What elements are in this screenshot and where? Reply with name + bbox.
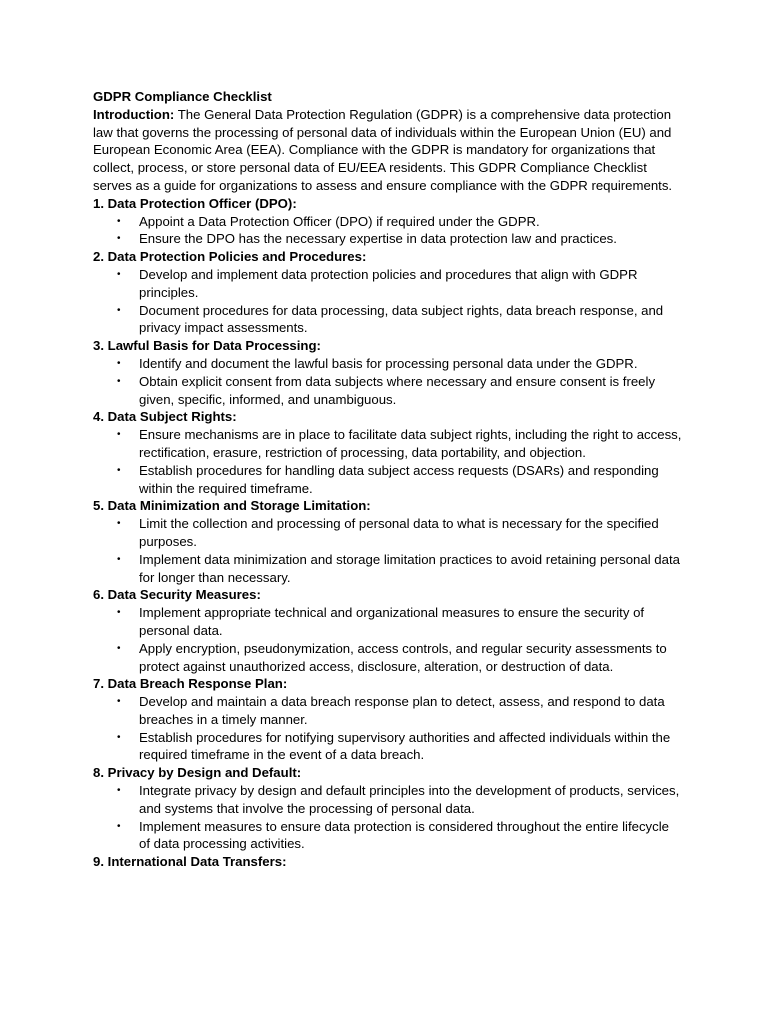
list-item: [93, 355, 683, 373]
section-heading: 5. Data Minimization and Storage Limitation:: [93, 498, 371, 514]
list-item-text: Implement appropriate technical and organizational measures to ensure the security of personal data.: [139, 605, 645, 638]
bullet-list: [93, 426, 683, 497]
bullet-list: [93, 604, 683, 675]
bullet-list: [93, 266, 683, 337]
bullet-icon: •: [117, 607, 121, 619]
bullet-icon: •: [117, 268, 121, 280]
list-item: [93, 693, 683, 729]
list-item: [93, 551, 683, 587]
checklist-sections: [93, 195, 683, 871]
list-item-text: Obtain explicit consent from data subjects where necessary and ensure consent is freely given, specific, informed, and unambiguous.: [139, 373, 656, 407]
section-heading: 9. International Data Transfers:: [93, 854, 287, 870]
list-item: [93, 462, 683, 498]
bullet-list: [93, 213, 683, 249]
document-body: [93, 88, 683, 871]
list-item-text: Implement measures to ensure data protection is considered throughout the entire lifecycle of data processing activities.: [139, 818, 669, 852]
bullet-list: [93, 515, 683, 586]
introduction-label: Introduction:: [93, 106, 175, 122]
list-item-text: Establish procedures for handling data subject access requests (DSARs) and responding within the required timeframe.: [139, 462, 659, 496]
section-heading: 1. Data Protection Officer (DPO):: [93, 195, 297, 211]
bullet-icon: •: [117, 820, 121, 832]
list-item-text: Apply encryption, pseudonymization, access controls, and regular security assessments to protect against unauthorized access, disclosure, alteration, or destruction of data.: [139, 640, 667, 674]
list-item: [93, 515, 683, 551]
list-item-text: Ensure the DPO has the necessary expertise in data protection law and practices.: [139, 231, 617, 247]
list-item-text: Ensure mechanisms are in place to facilitate data subject rights, including the right to access, rectification, erasure, restriction of processing, data portability, and objection.: [139, 427, 682, 460]
section-heading: 4. Data Subject Rights:: [93, 409, 237, 425]
list-item: [93, 818, 683, 854]
bullet-icon: •: [117, 429, 121, 441]
bullet-icon: •: [117, 518, 121, 530]
bullet-icon: •: [117, 553, 121, 565]
introduction-text: The General Data Protection Regulation (GDPR) is a comprehensive data protection law that governs the processing of personal data of individuals within the European Union (EU) and European Economic Area (EEA). Compliance with the GDPR is mandatory for organizations that collect, process, or store personal data of EU/EEA residents. This GDPR Compliance Checklist serves as a guide for organizations to assess and ensure compliance with the GDPR requirements.: [93, 106, 673, 193]
bullet-icon: •: [117, 375, 121, 387]
list-item: [93, 302, 683, 338]
list-item-text: Limit the collection and processing of personal data to what is necessary for the specified purposes.: [139, 516, 659, 549]
bullet-list: [93, 782, 683, 853]
list-item: [93, 213, 683, 231]
section-heading: 2. Data Protection Policies and Procedures:: [93, 249, 367, 265]
bullet-icon: •: [117, 215, 121, 227]
bullet-icon: •: [117, 696, 121, 708]
bullet-list: [93, 355, 683, 408]
list-item: [93, 373, 683, 409]
section-heading: 3. Lawful Basis for Data Processing:: [93, 338, 321, 354]
list-item: [93, 266, 683, 302]
list-item-text: Integrate privacy by design and default principles into the development of products, services, and systems that involve the processing of personal data.: [139, 783, 680, 816]
list-item-text: Develop and implement data protection policies and procedures that align with GDPR principles.: [139, 266, 638, 300]
bullet-icon: •: [117, 357, 121, 369]
bullet-icon: •: [117, 233, 121, 245]
bullet-list: [93, 693, 683, 764]
list-item-text: Establish procedures for notifying supervisory authorities and affected individuals within the required timeframe in the event of a data breach.: [139, 729, 671, 763]
list-item-text: Develop and maintain a data breach response plan to detect, assess, and respond to data breaches in a timely manner.: [139, 694, 665, 727]
list-item: [93, 230, 683, 248]
list-item: [93, 426, 683, 462]
section-heading: 7. Data Breach Response Plan:: [93, 676, 288, 692]
list-item-text: Document procedures for data processing, data subject rights, data breach response, and privacy impact assessments.: [139, 302, 664, 336]
list-item: [93, 604, 683, 640]
list-item-text: Identify and document the lawful basis for processing personal data under the GDPR.: [139, 355, 638, 371]
bullet-icon: •: [117, 642, 121, 654]
bullet-icon: •: [117, 464, 121, 476]
bullet-icon: •: [117, 785, 121, 797]
bullet-icon: •: [117, 304, 121, 316]
bullet-icon: •: [117, 731, 121, 743]
list-item: [93, 782, 683, 818]
list-item-text: Appoint a Data Protection Officer (DPO) if required under the GDPR.: [139, 213, 540, 229]
section-heading: 6. Data Security Measures:: [93, 587, 261, 603]
list-item: [93, 640, 683, 676]
list-item-text: Implement data minimization and storage limitation practices to avoid retaining personal data for longer than necessary.: [139, 551, 680, 585]
document-title: GDPR Compliance Checklist: [93, 89, 272, 104]
section-heading: 8. Privacy by Design and Default:: [93, 765, 302, 781]
list-item: [93, 729, 683, 765]
introduction-paragraph: [93, 106, 683, 195]
